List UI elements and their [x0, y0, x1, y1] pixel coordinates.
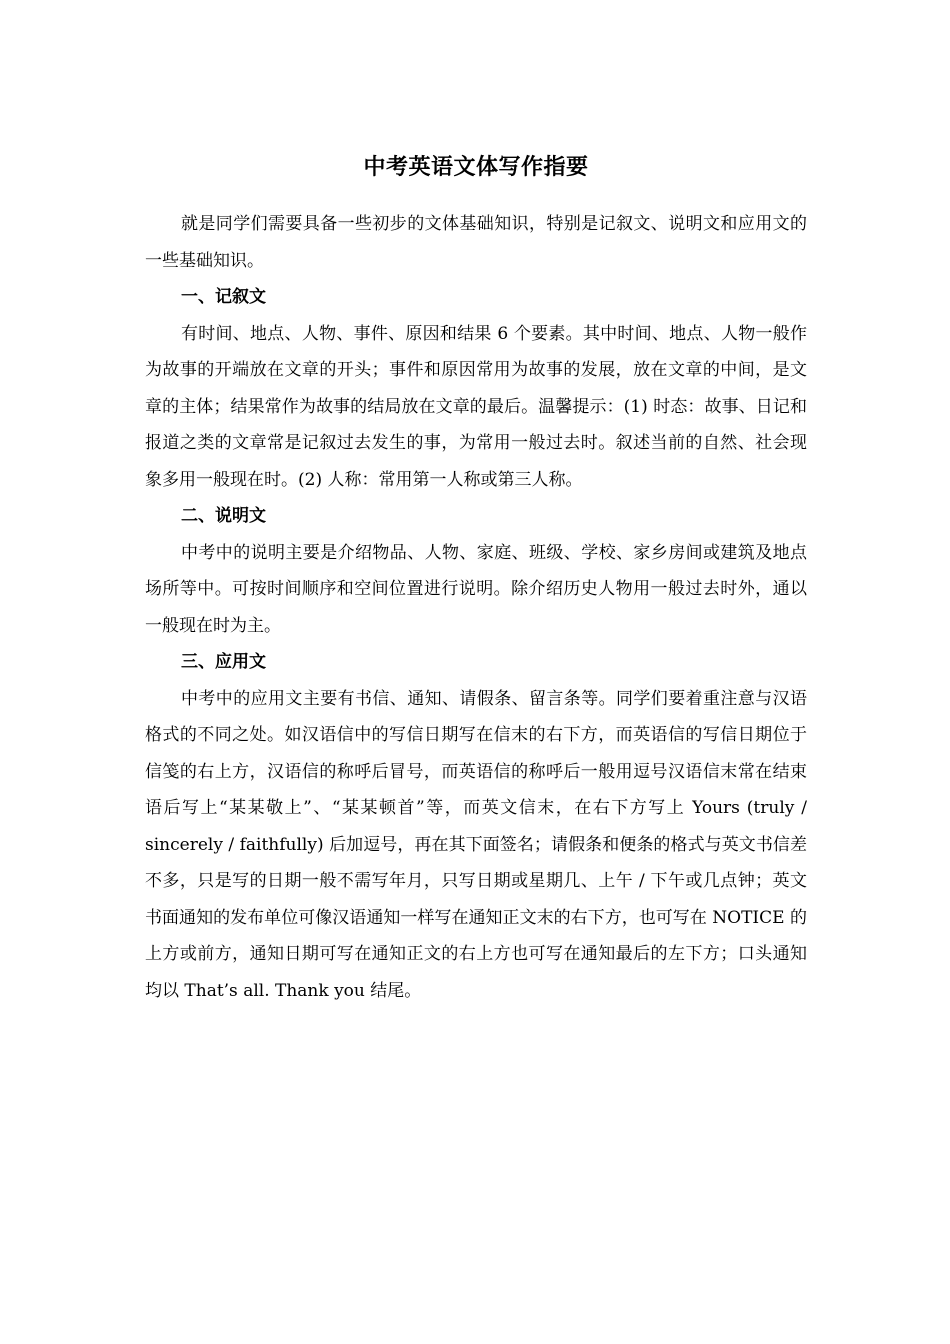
section-heading: 二、说明文 — [181, 506, 266, 526]
section-practical — [145, 644, 807, 1009]
section-body: 中考中的应用文主要有书信、通知、请假条、留言条等。同学们要着重注意与汉语格式的不同之处。如汉语信中的写信日期写在信末的右下方，而英语信的写信日期位于信笺的右上方，汉语信的称呼后冒号，而英语信的称呼后一般用逗号汉语信末常在结束语后写上“某某敬上”、“某某顿首”等，而英文信末，在右下方写上 Yours (truly / sincerely / faithfully) 后加逗号，再在其下面签名；请假条和便条的格式与英文书信差不多，只是写的日期一般不需写年月，只写日期或星期几、上午 / 下午或几点钟；英文书面通知的发布单位可像汉语通知一样写在通知正文末的右下方，也可写在 NOTICE 的上方或前方，通知日期可写在通知正文的右上方也可写在通知最后的左下方；口头通知均以 That’s all. Thank you 结尾。 — [145, 688, 807, 1001]
page-title: 中考英语文体写作指要 — [363, 155, 589, 180]
document-page — [145, 150, 807, 1009]
section-body: 中考中的说明主要是介绍物品、人物、家庭、班级、学校、家乡房间或建筑及地点场所等中。可按时间顺序和空间位置进行说明。除介绍历史人物用一般过去时外，通以一般现在时为主。 — [145, 542, 807, 636]
section-narrative — [145, 279, 807, 498]
section-expository — [145, 498, 807, 644]
section-heading: 三、应用文 — [181, 652, 266, 672]
section-heading: 一、记叙文 — [181, 287, 266, 307]
section-body: 有时间、地点、人物、事件、原因和结果 6 个要素。其中时间、地点、人物一般作为故事的开端放在文章的开头；事件和原因常用为故事的发展，放在文章的中间，是文章的主体；结果常作为故事的结局放在文章的最后。温馨提示：(1) 时态：故事、日记和报道之类的文章常是记叙过去发生的事，为常用一般过去时。叙述当前的自然、社会现象多用一般现在时。(2) 人称：常用第一人称或第三人称。 — [145, 323, 807, 490]
intro-paragraph: 就是同学们需要具备一些初步的文体基础知识，特别是记叙文、说明文和应用文的一些基础知识。 — [145, 214, 807, 271]
